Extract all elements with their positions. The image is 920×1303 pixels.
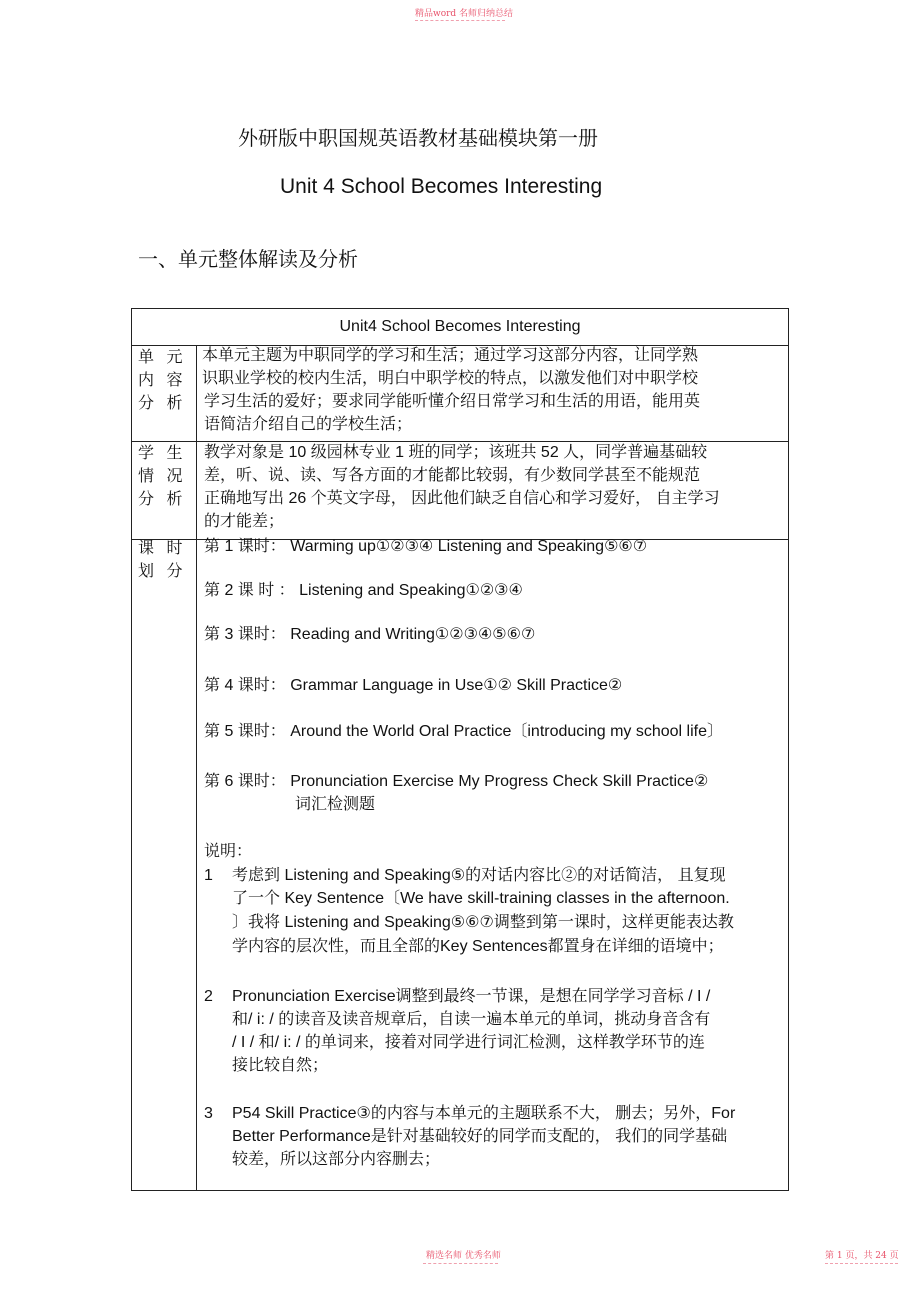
lesson-item: 第 1 课时： Warming up①②③④ Listening and Speaking⑤⑥⑦ — [204, 538, 648, 555]
document-title: 外研版中职国规英语教材基础模块第一册 — [238, 128, 598, 150]
note-text: Better Performance是针对基础较好的同学而支配的， 我们的同学基础 — [232, 1128, 728, 1145]
row-label-unit-content: 单 元 内 容 分 析 — [138, 349, 187, 412]
document-subtitle: Unit 4 School Becomes Interesting — [280, 175, 603, 198]
lesson-item: 第 3 课时： Reading and Writing①②③④⑤⑥⑦ — [204, 626, 536, 643]
note-text: P54 Skill Practice③的内容与本单元的主题联系不大， 删去；另外，For — [232, 1105, 736, 1122]
row-text: 教学对象是 10 级园林专业 1 班的同学；该班共 52 人，同学普遍基础较 — [204, 444, 708, 461]
note-text: / I / 和/ i: / 的单词来，接着对同学进行词汇检测，这样教学环节的连 — [232, 1034, 705, 1051]
row-text: 语简洁介绍自己的学校生活； — [204, 416, 413, 433]
row-label-student-analysis: 学 生 情 况 分 析 — [138, 445, 187, 508]
note-title: 说明： — [204, 843, 253, 860]
header-watermark: 精品word 名师归纳总结 — [415, 9, 514, 19]
note-text: 较差，所以这部分内容删去； — [232, 1151, 441, 1168]
note-text: 学内容的层次性，而且全部的Key Sentences都置身在详细的语境中； — [232, 938, 724, 955]
table-header: Unit4 School Becomes Interesting — [339, 318, 581, 335]
lesson-item: 第 4 课时： Grammar Language in Use①② Skill Practice② — [204, 677, 623, 694]
section-heading: 一、单元整体解读及分析 — [138, 249, 358, 271]
row-text: 识职业学校的校内生活，明白中职学校的特点，以激发他们对中职学校 — [202, 370, 699, 387]
row-text: 的才能差； — [204, 513, 285, 530]
row-text: 学习生活的爱好；要求同学能听懂介绍日常学习和生活的用语，能用英 — [204, 393, 701, 410]
note-text: 和/ i: / 的读音及读音规章后，自读一遍本单元的单词，挑动身音含有 — [232, 1011, 711, 1028]
lesson-item: 第 5 课时： Around the World Oral Practice〔introducing my school life〕 — [204, 723, 724, 740]
note-text: Pronunciation Exercise调整到最终一节课，是想在同学学习音标 / I / — [232, 988, 711, 1005]
note-number: 3 — [204, 1105, 213, 1122]
page-number: 第 1 页，共 24 页 — [825, 1251, 899, 1261]
row-text: 差，听、说、读、写各方面的才能都比较弱，有少数同学甚至不能规范 — [204, 467, 701, 484]
lesson-item: 第 2 课 时 ： Listening and Speaking①②③④ — [204, 582, 523, 599]
lesson-item: 词汇检测题 — [295, 796, 376, 813]
note-text: 〕我将 Listening and Speaking⑤⑥⑦调整到第一课时，这样更能表达教 — [232, 914, 734, 931]
unit-analysis-table — [131, 308, 789, 1191]
footer-left: 精选名师 优秀名师 — [426, 1251, 501, 1261]
note-text: 接比较自然； — [232, 1057, 329, 1074]
note-text: 考虑到 Listening and Speaking⑤的对话内容比②的对话简洁， 且复现 — [232, 867, 726, 884]
note-text: 了一个 Key Sentence〔We have skill-training classes in the afternoon. — [232, 890, 730, 907]
row-text: 正确地写出 26 个英文字母， 因此他们缺乏自信心和学习爱好， 自主学习 — [204, 490, 720, 507]
row-label-lesson-division: 课 时 划 分 — [138, 540, 187, 580]
row-text: 本单元主题为中职同学的学习和生活；通过学习这部分内容，让同学熟 — [202, 347, 699, 364]
lesson-item: 第 6 课时： Pronunciation Exercise My Progress Check Skill Practice② — [204, 773, 709, 790]
note-number: 2 — [204, 988, 213, 1005]
note-number: 1 — [204, 867, 213, 884]
